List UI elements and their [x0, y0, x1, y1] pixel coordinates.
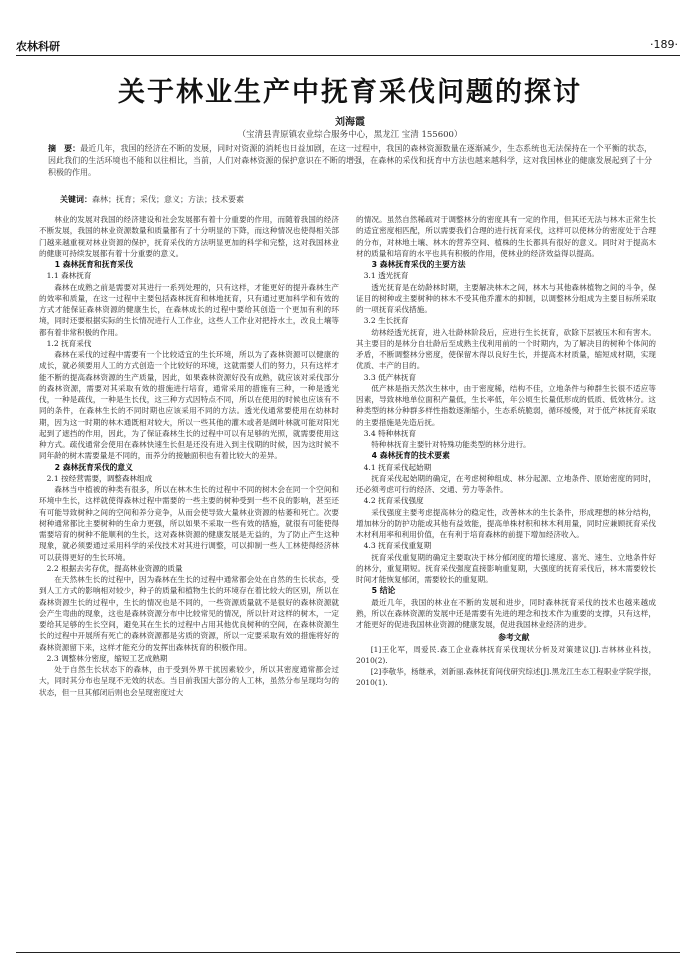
paragraph: 林业的发展对我国的经济建设和社会发展都有着十分重要的作用，而随着我国的经济不断发展，我国的林业资源数量和质量都有了十分明显的下降，而这种情况也使得相关部门越来越重视对林业资源的保护，抚育采伐的方法明显更加的科学和完整，这对我国林业的健康可持续发展都有着十分重要的意义。 [39, 215, 339, 258]
footer-rule [16, 952, 680, 953]
right-column [356, 214, 656, 688]
subsection-heading: 2.1 按经营需要，调整森林组成 [46, 473, 153, 483]
page-number: ·189· [650, 38, 678, 51]
reference-item: [2]李敬华，杨继承，刘新丽.森林抚育间伐研究综述[J].黑龙江生态工程职业学院学报，2010(1). [356, 666, 656, 688]
paragraph: 在天然林生长的过程中，因为森林在生长的过程中通常都会处在自然的生长状态，受到人工方式的影响相对较少，种子的质量和植物生长的环境存在着比较大的区别，所以在森林资源生长的过程中，生长的情况也是不同的，一些资源质量就不是很好的森林资源就会产生弯曲的现象，这也是森林资源分布中比较常见的情况，所以针对这样的树木，一定要给其足够的生长空间，避免其在生长的过程中占用其他优良树种的空间，在森林资源生长的过程中开展所有死亡的森林资源都是劣质的资源，所以一定要采取有效的措施将好的森林资源留下来，这样才能充分的发挥出森林抚育的积极作用。 [39, 575, 339, 652]
paragraph: 的情况。虽然自然稀疏对于调整林分的密度具有一定的作用，但其还无法与林木正常生长的适宜密度相匹配，所以需要我们合理的进行抚育采伐，这样可以使林分的密度处于合理的分布，对林地土壤、林木的营养空间、植株的生长都具有很好的意义。同时对于提高木材的质量和培育的水平也具有积极的作用，使林业的经济效益得以提高。 [356, 215, 656, 258]
paragraph: 采伐强度主要考虑提高林分的稳定性，改善林木的生长条件，形成理想的林分结构，增加林分的防护功能或其他有益效能，提高单株材积和林木利用量，同时应兼顾抚育采伐木材利用率和利用价值，在有利于培育森林的前提下增加经济收入。 [356, 507, 656, 539]
subsection-heading: 3.4 特种林抚育 [363, 428, 417, 438]
subsection-heading: 1.1 森林抚育 [46, 271, 92, 281]
subsection-heading: 3.3 低产林抚育 [363, 372, 417, 382]
paragraph: 处于自然生长状态下的森林，由于受到外界干扰因素较少，所以其密度通常都会过大，同时其分布也呈现不无效的状态。当目前我国大部分的人工林，虽然分布呈现均匀的状态，但一旦其郁闭后则也会呈现密度过大 [39, 665, 339, 697]
subsection-heading: 4.2 抚育采伐强度 [363, 496, 424, 506]
abstract-text: 最近几年，我国的经济在不断的发展，同时对资源的消耗也日益加剧，在这一过程中，我国的森林资源数量在逐渐减少，生态系统也无法保持在一个平衡的状态，因此我们的生活环境也不能和以往相比，当前，人们对森林资源的保护意识在不断的增强，在森林的采伐和抚育中方法也越来越科学，这对我国林业的健康发展起到了十分积极的作用。 [48, 144, 652, 178]
paragraph: 抚育采伐重复期的确定主要取决于林分郁闭度的增长速度、喜光、速生、立地条件好的林分，重复期短。抚育采伐强度直接影响重复期，大强度的抚育采伐后，林木需要较长时间才能恢复郁闭，需要较长的重复期。 [356, 552, 656, 584]
subsection-heading: 3.2 生长抚育 [363, 316, 409, 326]
paragraph: 森林当中植被的种类有很多，所以在林木生长的过程中不同的树木会在同一个空间和环境中生长，这样就使得森林过程中需要的一些主要的树种受到一些不良的影响，甚至还有可能导致树种之间的空间和养分竞争，从而会使导致大量林业资源的枯萎和死亡。次要树种通常都比主要树种的生命力更强，所以如果不采取一些有效的措施，就很有可能使得需要培育的树种不能顺利的生长，这对森林资源的健康发展是无益的，为了防止产生这种现象，就必须要通过采用科学的采伐技术对其进行调整，可以抑制一些人工林使得经济林可以获得更好的生长环境。 [39, 485, 339, 562]
paragraph: 特种林抚育主要针对特殊功能类型的林分进行。 [371, 440, 531, 449]
section-heading: 4 森林抚育的技术要素 [371, 451, 450, 461]
section-heading: 1 森林抚育和抚育采伐 [54, 260, 133, 269]
author: 刘海霞 [335, 117, 365, 128]
subsection-heading: 2.3 调整林分密度，缩短工艺成熟期 [46, 653, 168, 663]
reference-item: [1]王化军，周爱民.森工企业森林抚育采伐现状分析及对策建议[J].吉林林业科技，2010(2). [356, 644, 656, 665]
section-heading: 3 森林抚育采伐的主要方法 [371, 260, 466, 269]
paragraph: 抚育采伐起始期的确定，在考虑树种组成、林分起源、立地条件、原始密度的同时，还必须考虑可行的经济、交通、劳力等条件。 [356, 473, 656, 494]
paragraph: 低产林是指天然次生林中，由于密度稀，结构不佳，立地条件与种群生长很不适应等因素，导致林地单位面积产量低，生长率低，年公顷生长量低形成的低质、低效林分。这种类型的林分种群多样性指数逐渐缩小，生态系统脆弱，循环缓慢，对于低产林抚育采取的主要措施是先造后抚。 [356, 383, 656, 427]
article-title: 关于林业生产中抚育采伐问题的探讨 [118, 77, 582, 108]
paragraph: 透光抚育是在幼龄林时期，主要解决林木之间，林木与其他森林植物之间的斗争，保证目的树种或主要树种的林木不受其他乔灌木的抑制，以调整林分组成为主要目标所采取的一项抚育采伐措施。 [356, 282, 656, 314]
paragraph: 幼林经透光抚育，进入壮龄林阶段后，应进行生长抚育，砍除下层被压木和有害木。其主要目的是林分自壮龄后至成熟主伐利用前的一个时期内，为了解决目的树种个体间的矛盾，不断调整林分密度，使保留木得以良好生长，并提高木材质量，缩短成材期，实现优质、丰产的目的。 [356, 327, 656, 371]
abstract [48, 143, 652, 180]
abstract-label: 摘 要： [48, 144, 81, 153]
paragraph: 森林在成熟之前是需要对其进行一系列处理的，只有这样，才能更好的提升森林生产的效率和质量，在这一过程中主要包括森林抚育和林地抚育，只有通过更加科学和有效的方式才能保证森林资源的健康生长，在森林成长的过程中要给其创造一个更加有利的环境，同时还要根据实际的生长情况进行人工作业，这些人工作业对把持水土，改良土壤等都有着非常积极的作用。 [39, 282, 339, 337]
paragraph: 森林在采伐的过程中需要有一个比较适宜的生长环境，所以为了森林资源可以健康的成长，就必须要用人工的方式创造一个比较好的环境，这就需要人们的努力，只有这样才能不断的提高森林资源的生产质量，因此，如果森林资源好没有成熟，就应该对采伐部分的森林资源，需要对其采取有效的措施进行培育，通常采用的措施有三种，一种是透光伐，一种是疏伐，一种是生长伐，这三种方式因特点不同，所以在使用的时候也应该有不同的条件，在森林生长的不同时期也应该采用不同的方法。透光伐通常要使用在幼林时期，因为这一时期的林木通既相对较大，所以一些其他的灌木或者是阔叶林就可能对阳光起到了遮挡的作用，因此，为了保证森林生长的过程中可以有足够的光照，就需要使用这种方式。疏伐通常会使用在森林快速生长但是还没有进入到主伐期的时候，因为这时候不同年龄的树木需要量是不同的，而养分的接触面积也有着比较大的差异。 [39, 350, 339, 461]
references-heading: 参考文献 [498, 633, 530, 643]
section-heading: 5 结论 [371, 586, 396, 596]
left-column [39, 214, 339, 698]
paragraph: 最近几年，我国的林业在不断的发展和进步，同时森林抚育采伐的技术也越来越成熟，所以在森林资源的发展中还是需要有先进的理念和技术作为重要的支撑，只有这样，才能更好的促进我国林业资源的健康发展，促进我国林业经济的进步。 [356, 597, 656, 629]
section-heading: 2 森林抚育采伐的意义 [54, 462, 133, 472]
subsection-heading: 2.2 根据去劣存优，提高林业资源的质量 [46, 563, 183, 573]
keywords-label: 关键词： [60, 195, 92, 204]
page-header [16, 38, 678, 54]
keywords [60, 194, 650, 205]
subsection-heading: 3.1 透光抚育 [363, 271, 409, 281]
subsection-heading: 1.2 抚育采伐 [46, 338, 92, 348]
journal-name: 农林科研 [16, 40, 60, 53]
affiliation: （宝清县青原镇农业综合服务中心，黑龙江 宝清 155600） [237, 130, 463, 140]
header-rule [16, 55, 680, 56]
subsection-heading: 4.3 抚育采伐重复期 [363, 541, 432, 551]
keywords-text: 森林；抚育；采伐；意义；方法；技术要素 [92, 195, 244, 204]
subsection-heading: 4.1 抚育采伐起始期 [363, 462, 432, 472]
